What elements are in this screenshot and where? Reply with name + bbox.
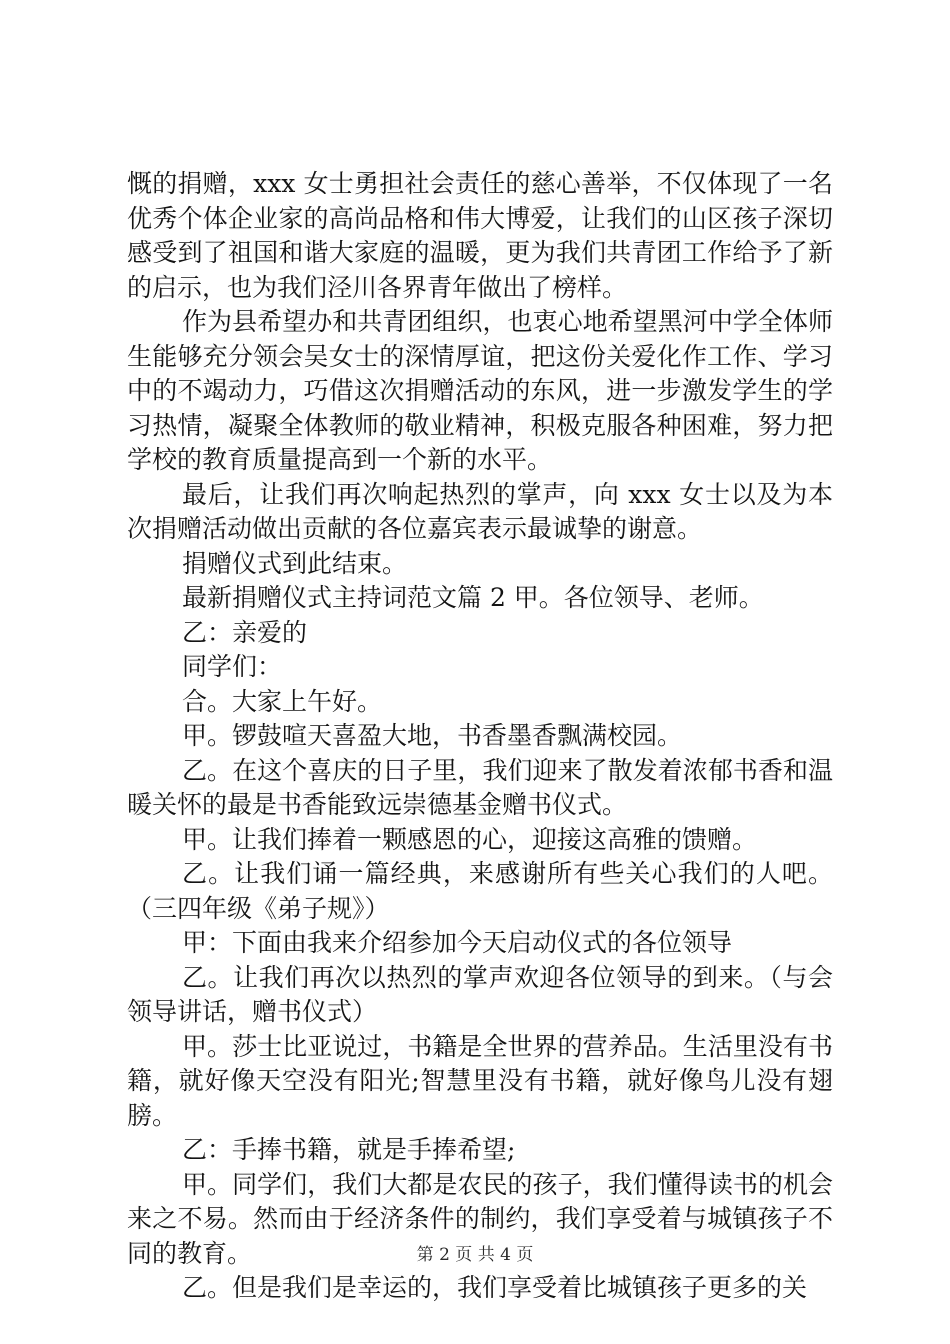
paragraph: 甲。锣鼓喧天喜盈大地，书香墨香飘满校园。 [182, 721, 683, 750]
paragraph: 乙。让我们再次以热烈的掌声欢迎各位领导的到来。（与会领导讲话，赠书仪式） [127, 962, 833, 1026]
page-footer: 第 2 页 共 4 页 [416, 1245, 534, 1265]
paragraph: 乙。但是我们是幸运的，我们享受着比城镇孩子更多的关 [182, 1273, 808, 1302]
paragraph: 甲。莎士比亚说过，书籍是全世界的营养品。生活里没有书籍，就好像天空没有阳光;智慧里没有书籍，就好像鸟儿没有翅膀。 [127, 1031, 833, 1130]
paragraph: 乙。让我们诵一篇经典，来感谢所有些关心我们的人吧。（三四年级《弟子规》） [127, 859, 833, 923]
paragraph: 最新捐赠仪式主持词范文篇 2 甲。各位领导、老师。 [182, 583, 764, 612]
document-body [127, 167, 833, 1306]
paragraph: 甲。让我们捧着一颗感恩的心，迎接这高雅的馈赠。 [182, 824, 758, 854]
paragraph: 同学们： [182, 652, 283, 681]
paragraph: 捐赠仪式到此结束。 [182, 548, 408, 578]
paragraph: 乙：手捧书籍，就是手捧希望; [182, 1135, 516, 1164]
paragraph: 甲。同学们，我们大都是农民的孩子，我们懂得读书的机会来之不易。然而由于经济条件的制约，我们享受着与城镇孩子不同的教育。 [127, 1169, 833, 1268]
paragraph: 合。大家上午好。 [182, 686, 383, 716]
paragraph: 乙：亲爱的 [182, 617, 308, 647]
paragraph: 甲：下面由我来介绍参加今天启动仪式的各位领导 [182, 928, 733, 957]
paragraph: 慨的捐赠，xxx 女士勇担社会责任的慈心善举，不仅体现了一名优秀个体企业家的高尚品格和伟大博爱，让我们的山区孩子深切感受到了祖国和谐大家庭的温暖，更为我们共青团工作给予了新的启示，也为我们泾川各界青年做出了榜样。 [127, 169, 833, 302]
paragraph: 乙。在这个喜庆的日子里，我们迎来了散发着浓郁书香和温暖关怀的最是书香能致远崇德基金赠书仪式。 [127, 755, 833, 819]
paragraph: 最后，让我们再次响起热烈的掌声，向 xxx 女士以及为本次捐赠活动做出贡献的各位嘉宾表示最诚挚的谢意。 [127, 479, 833, 543]
paragraph: 作为县希望办和共青团组织，也衷心地希望黑河中学全体师生能够充分领会吴女士的深情厚谊，把这份关爱化作工作、学习中的不竭动力，巧借这次捐赠活动的东风，进一步激发学生的学习热情，凝聚全体教师的敬业精神，积极克服各种困难，努力把学校的教育质量提高到一个新的水平。 [127, 307, 833, 474]
